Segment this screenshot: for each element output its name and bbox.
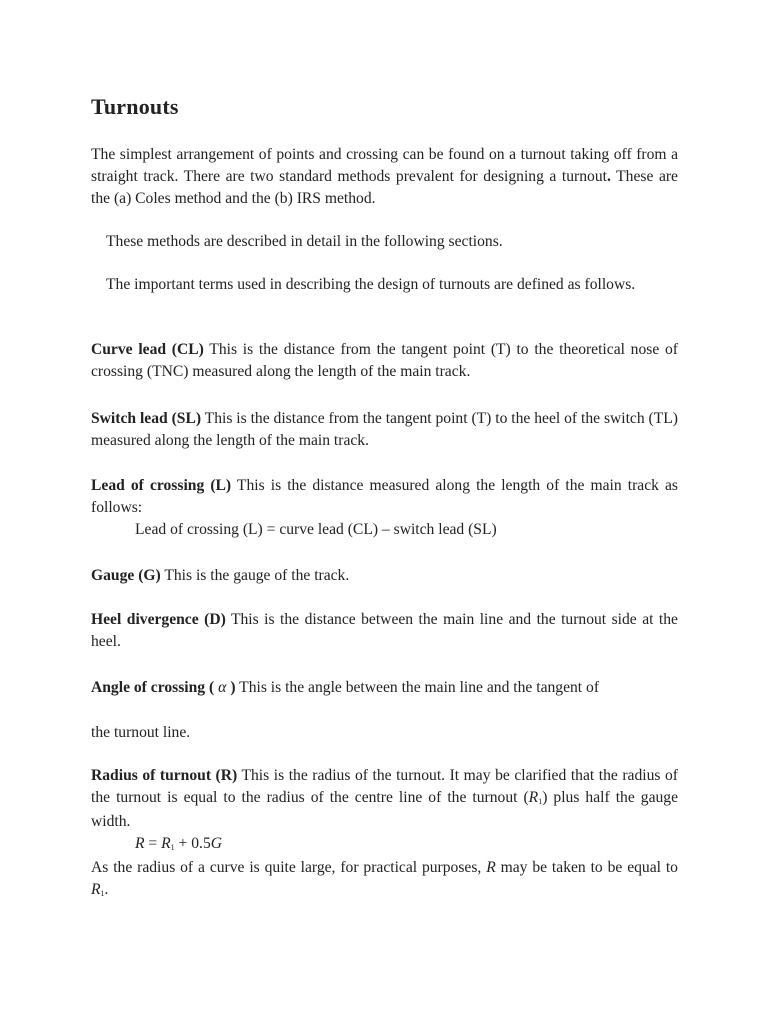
heel-divergence-definition: [91, 609, 678, 653]
heel-divergence-term: Heel divergence (D): [91, 611, 226, 628]
switch-lead-definition: [91, 408, 678, 452]
radius-note-R1: R: [91, 881, 101, 898]
radius-text-b: ) plus half the gauge width.: [91, 789, 679, 830]
intro-paragraph: [91, 144, 678, 210]
curve-lead-definition: [91, 339, 678, 383]
formula-G: G: [210, 835, 223, 852]
intro-text-b: These are the (a) Coles method and the (b) IRS method.: [91, 168, 678, 207]
alpha-symbol: α: [218, 679, 227, 696]
angle-of-crossing-continuation: [91, 722, 678, 744]
terms-intro-text: The important terms used in describing the design of turnouts are defined as follows.: [106, 276, 636, 293]
radius-note-b: may be taken to be equal to: [495, 859, 678, 876]
formula-R1-sub: 1: [170, 843, 175, 852]
angle-of-crossing-term-close: ): [230, 679, 236, 696]
gauge-definition: [91, 565, 678, 587]
angle-of-crossing-term: Angle of crossing (: [91, 679, 215, 696]
angle-of-crossing-text: This is the angle between the main line and the tangent of: [235, 679, 600, 696]
lead-of-crossing-formula: Lead of crossing (L) = curve lead (CL) – switch lead (SL): [135, 521, 497, 538]
radius-note-end: .: [104, 881, 109, 898]
angle-of-crossing-definition: [91, 677, 678, 699]
radius-note-R1-sub: 1: [100, 889, 105, 898]
formula-plus: + 0.5: [174, 835, 211, 852]
curve-lead-term: Curve lead (CL): [91, 341, 204, 358]
heel-divergence-text: This is the distance between the main line and the turnout side at the heel.: [91, 611, 678, 650]
intro-dot: .: [606, 168, 611, 185]
radius-r1-sub: 1: [538, 797, 543, 806]
switch-lead-term: Switch lead (SL): [91, 410, 202, 427]
gauge-text: This is the gauge of the track.: [160, 567, 350, 584]
methods-note-text: These methods are described in detail in the following sections.: [106, 233, 503, 250]
terms-intro: [91, 274, 678, 296]
formula-R: R: [135, 835, 145, 852]
page-title: Turnouts: [91, 94, 179, 119]
methods-note: [91, 231, 693, 253]
radius-of-turnout-term: Radius of turnout (R): [91, 767, 238, 784]
lead-of-crossing-text: This is the distance measured along the length of the main track as follows:: [91, 477, 678, 516]
switch-lead-text: This is the distance from the tangent point (T) to the heel of the switch (TL) measured along the length of the main track.: [91, 410, 678, 449]
radius-formula: [91, 833, 678, 857]
radius-of-turnout-definition: [91, 765, 678, 903]
gauge-term: Gauge (G): [91, 567, 161, 584]
radius-text-a: This is the radius of the turnout. It may be clarified that the radius of the turnout is equal to the radius of the centre line of the turnout (: [91, 767, 678, 806]
formula-eq: =: [144, 835, 162, 852]
radius-note-R: R: [486, 859, 496, 876]
radius-note-a: As the radius of a curve is quite large, for practical purposes,: [91, 859, 487, 876]
radius-r1: R: [528, 789, 539, 806]
formula-R1: R: [161, 835, 171, 852]
angle-of-crossing-continuation-text: the turnout line.: [91, 724, 191, 741]
lead-of-crossing-term: Lead of crossing (L): [91, 477, 232, 494]
lead-of-crossing-definition: [91, 475, 678, 541]
curve-lead-text: This is the distance from the tangent point (T) to the theoretical nose of crossing (TNC) measured along the length of the main track.: [91, 341, 678, 380]
intro-text-a: The simplest arrangement of points and crossing can be found on a turnout taking off from a straight track. There are two standard methods prevalent for designing a turnout: [91, 146, 678, 185]
